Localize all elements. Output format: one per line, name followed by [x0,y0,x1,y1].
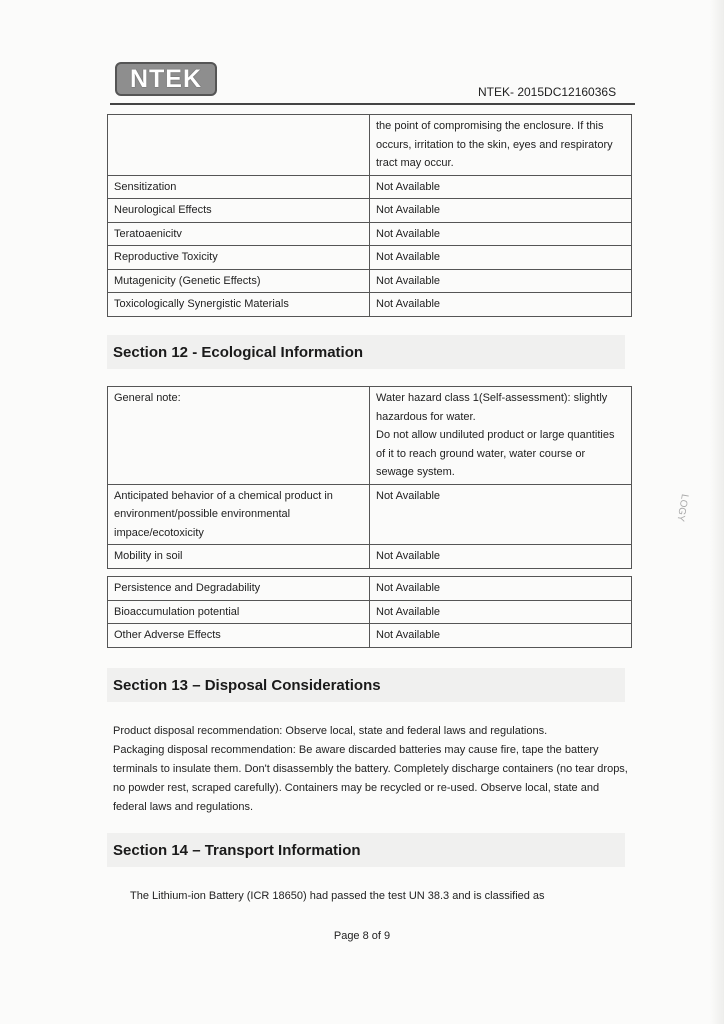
table-row [108,624,632,648]
row-label: Teratoaenicitv [108,222,370,246]
margin-stamp: LOGY [674,493,690,523]
row-label: General note: [108,387,370,485]
section-14-heading [107,833,625,867]
row-value: Not Available [370,624,632,648]
document-id: NTEK- 2015DC1216036S [478,85,617,99]
table-row [108,222,632,246]
table-row [108,293,632,317]
row-value: the point of compromising the enclosure. If this occurs, irritation to the skin, eyes and respiratory tract may occur. [370,115,632,176]
row-label: Neurological Effects [108,199,370,223]
row-value: Not Available [370,175,632,199]
row-value: Not Available [370,600,632,624]
table-row [108,115,632,176]
ecological-table-1 [107,386,632,569]
row-value: Not Available [370,246,632,270]
row-value: Not Available [370,577,632,601]
section-13-heading [107,668,625,702]
row-label: Bioaccumulation potential [108,600,370,624]
row-value [370,387,632,485]
paragraph-line: Product disposal recommendation: Observe local, state and federal laws and regulations. [113,725,548,737]
table-row [108,600,632,624]
ntek-logo [115,62,217,96]
row-value: Not Available [370,199,632,223]
table-row [108,175,632,199]
table-row [108,199,632,223]
row-label: Toxicologically Synergistic Materials [108,293,370,317]
value-line: Do not allow undiluted product or large quantities of it to reach ground water, water course or sewage system. [376,429,615,478]
toxicology-table [107,114,632,317]
row-value: Not Available [370,269,632,293]
page-number: Page 8 of 9 [333,930,391,942]
row-label: Sensitization [108,175,370,199]
row-label: Reproductive Toxicity [108,246,370,270]
row-label: Mutagenicity (Genetic Effects) [108,269,370,293]
table-row [108,577,632,601]
row-value: Not Available [370,222,632,246]
row-value: Not Available [370,293,632,317]
scan-edge [710,0,724,1024]
table-row [108,484,632,545]
table-row [108,269,632,293]
paragraph-line: Packaging disposal recommendation: Be aware discarded batteries may cause fire, tape the battery terminals to insulate them. Don't disassembly the battery. Completely discharge containers (no tear drops, no powder rest, scraped carefully). Containers may be recycled or re-used. Observe local, state and federal laws and regulations. [113,744,628,813]
ecological-table-2 [107,576,632,648]
row-value: Not Available [370,545,632,569]
transport-paragraph: The Lithium-ion Battery (ICR 18650) had passed the test UN 38.3 and is classified as [130,890,545,902]
header-divider [110,103,635,105]
row-label [108,115,370,176]
section-12-heading [107,335,625,369]
row-label: Mobility in soil [108,545,370,569]
section-title: Section 13 – Disposal Considerations [113,676,381,694]
table-row [108,246,632,270]
disposal-paragraph [113,722,633,817]
section-title: Section 12 - Ecological Information [113,343,364,361]
row-value: Not Available [370,484,632,545]
table-row [108,545,632,569]
logo-text: NTEK [129,64,203,93]
row-label: Anticipated behavior of a chemical product in environment/possible environmental impace/ecotoxicity [108,484,370,545]
row-label: Persistence and Degradability [108,577,370,601]
table-row [108,387,632,485]
section-title: Section 14 – Transport Information [113,841,361,859]
value-line: Water hazard class 1(Self-assessment): slightly hazardous for water. [376,392,608,423]
row-label: Other Adverse Effects [108,624,370,648]
